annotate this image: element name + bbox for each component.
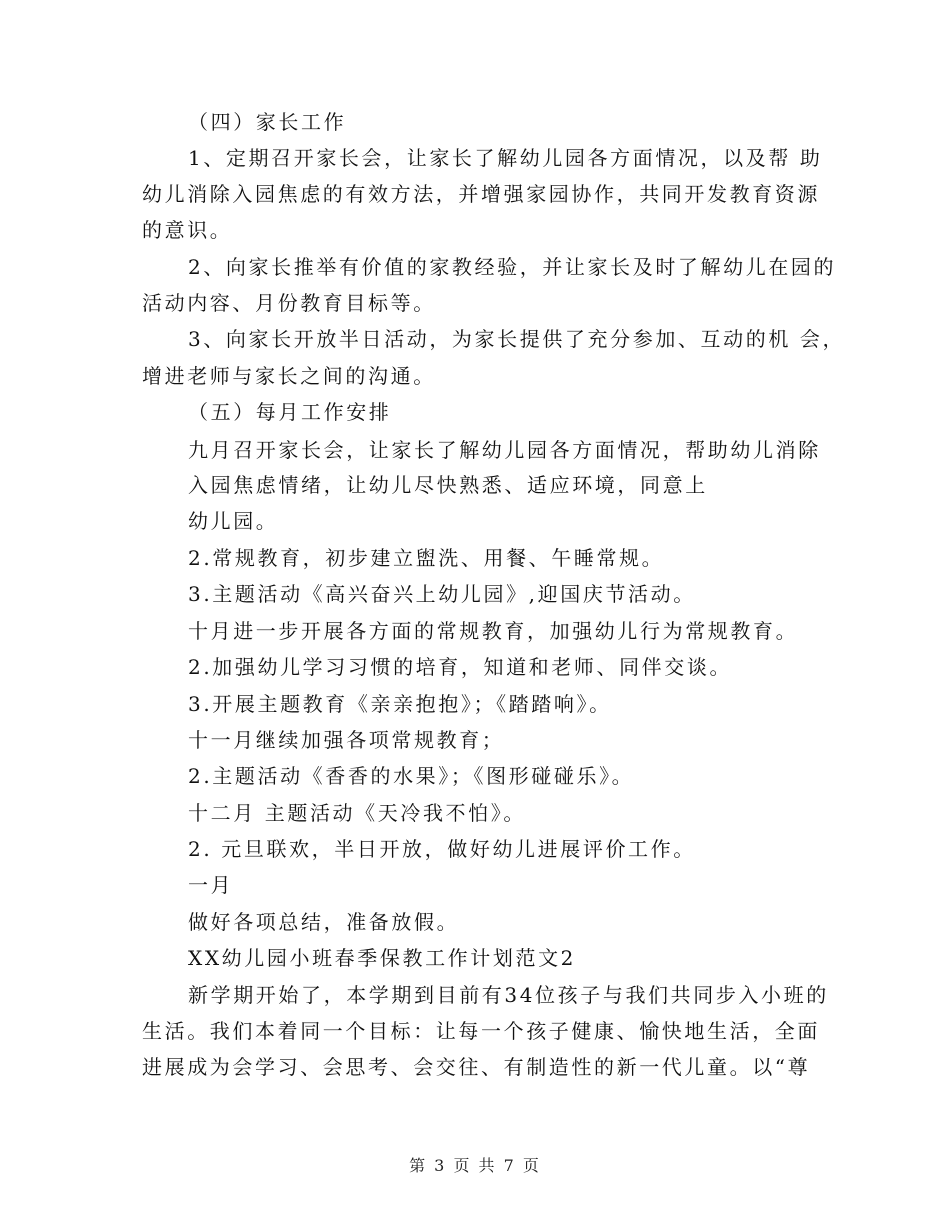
paragraph-line: 1、定期召开家长会，让家长了解幼儿园各方面情况，以及帮 助 (188, 146, 823, 170)
paragraph-line: 2.常规教育，初步建立盥洗、用餐、午睡常规。 (188, 546, 665, 570)
paragraph-line: 2.加强幼儿学习习惯的培育，知道和老师、同伴交谈。 (188, 655, 733, 679)
paragraph-line: 幼儿消除入园焦虑的有效方法，并增强家园协作，共同开发教育资源 (142, 182, 820, 206)
paragraph-line: 新学期开始了，本学期到目前有34位孩子与我们共同步入小班的 (188, 983, 829, 1007)
paragraph-line: 增进老师与家长之间的沟通。 (142, 364, 436, 388)
paragraph-line: 3.开展主题教育《亲亲抱抱》；《踏踏响》。 (188, 692, 612, 716)
section-heading-parent-work: （四）家长工作 (188, 110, 347, 134)
paragraph-line: 一月 (188, 873, 234, 897)
paragraph-line: 九月召开家长会，让家长了解幼儿园各方面情况，帮助幼儿消除 (188, 438, 821, 462)
paragraph-line: 做好各项总结，准备放假。 (188, 910, 460, 934)
page-number-footer: 第 3 页 共 7 页 (409, 1156, 541, 1175)
paragraph-line: 2.主题活动《香香的水果》；《图形碰碰乐》。 (188, 764, 635, 788)
section-heading-monthly-plan: （五）每月工作安排 (188, 400, 392, 424)
paragraph-line: 进展成为会学习、会思考、会交往、有制造性的新一代儿童。以“尊 (142, 1055, 811, 1079)
paragraph-line: 3、向家长开放半日活动，为家长提供了充分参加、互动的机 会， (188, 327, 846, 351)
paragraph-line: 2. 元旦联欢，半日开放，做好幼儿进展评价工作。 (188, 837, 696, 861)
paragraph-line: 十月进一步开展各方面的常规教育，加强幼儿行为常规教育。 (188, 619, 799, 643)
paragraph-line: 幼儿园。 (188, 509, 279, 533)
paragraph-line: 十一月继续加强各项常规教育； (188, 728, 505, 752)
paragraph-line: 2、向家长推举有价值的家教经验，并让家长及时了解幼儿在园的 (188, 255, 837, 279)
paragraph-line: 生活。我们本着同一个目标：让每一个孩子健康、愉快地生活，全面 (142, 1019, 820, 1043)
paragraph-line: 的意识。 (142, 218, 233, 242)
paragraph-line: 入园焦虑情绪，让幼儿尽快熟悉、适应环境，同意上 (188, 473, 708, 497)
paragraph-line: 十二月 主题活动《天冷我不怕》。 (188, 801, 526, 825)
paragraph-line: 活动内容、月份教育目标等。 (142, 291, 436, 315)
document-subtitle: XX幼儿园小班春季保教工作计划范文2 (188, 946, 577, 970)
paragraph-line: 3.主题活动《高兴奋兴上幼儿园》,迎国庆节活动。 (188, 582, 696, 606)
